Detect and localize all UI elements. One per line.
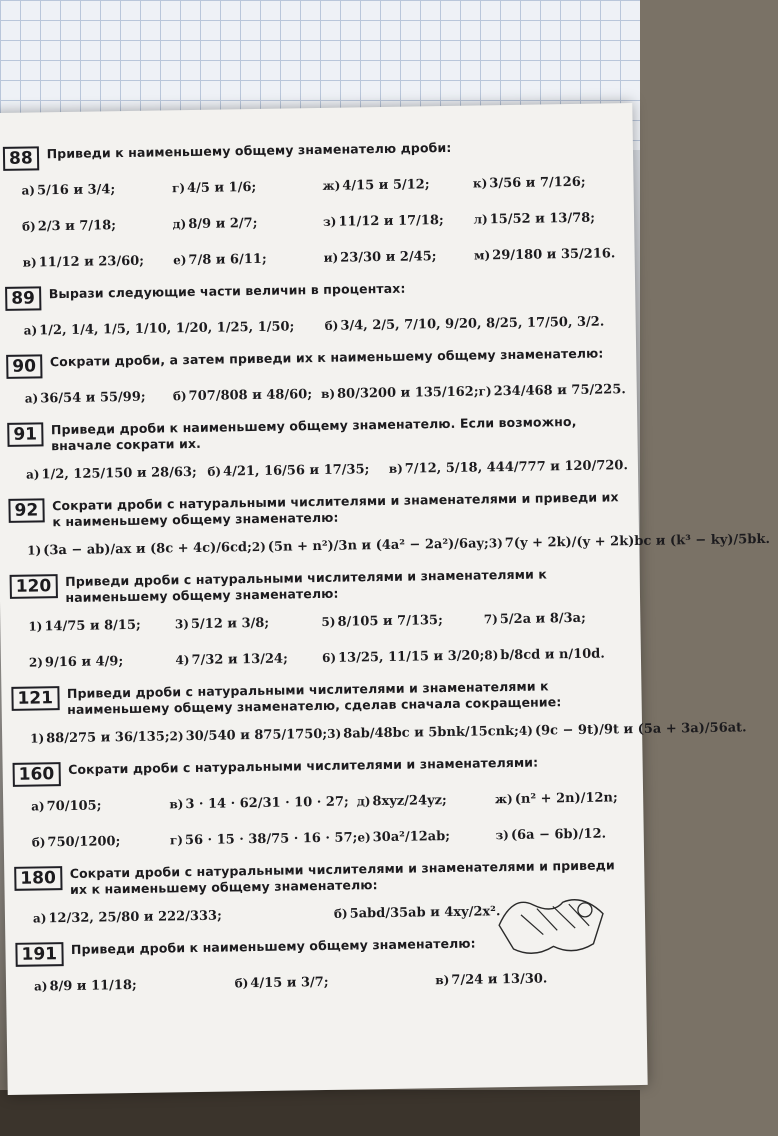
item-label: м)	[474, 248, 491, 263]
problem-item	[32, 825, 171, 857]
problem-title: Приведи дроби к наименьшему общему знаменателю. Если возможно, вначале сократи их.	[50, 413, 577, 454]
item-label: а)	[33, 979, 48, 994]
problem-item	[474, 238, 625, 270]
problem-92	[8, 489, 771, 566]
problem-item	[26, 457, 208, 490]
item-label: 2)	[251, 539, 266, 555]
problem-header	[3, 137, 623, 171]
item-expression: (3a − ab)/ax и (8c + 4c)/6cd;	[43, 540, 252, 559]
problem-items	[25, 374, 627, 413]
item-expression: 5/2a и 8/3a;	[499, 610, 586, 628]
item-label: б)	[207, 464, 222, 479]
item-expression: 9/16 и 4/9;	[44, 654, 124, 671]
problem-item	[389, 450, 629, 484]
problem-header	[13, 753, 633, 787]
problem-header	[6, 345, 626, 379]
problem-item	[322, 640, 485, 673]
item-label: и)	[323, 250, 339, 265]
item-label: а)	[31, 799, 45, 814]
problem-item	[25, 381, 174, 413]
problem-header	[7, 413, 627, 455]
item-label: б)	[31, 835, 46, 850]
item-label: б)	[172, 389, 187, 404]
problem-title: Сократи дроби, а затем приведи их к наименьшему общему знаменателю:	[49, 345, 604, 370]
problem-item	[495, 818, 634, 850]
item-expression: 707/808 и 48/60;	[188, 387, 313, 405]
item-expression: 15/52 и 13/78;	[489, 210, 596, 228]
item-expression: 4/5 и 1/6;	[186, 179, 257, 197]
item-expression: 1/2, 1/4, 1/5, 1/10, 1/20, 1/25, 1/50;	[39, 319, 295, 339]
problem-item	[169, 786, 357, 819]
item-expression: 7/8 и 6/11;	[188, 251, 267, 269]
item-label: б)	[324, 318, 339, 333]
problem-90	[6, 345, 627, 414]
item-expression: (5n + n²)/3n и (4a² − 2a²)/6ay;	[267, 536, 489, 555]
problem-header	[8, 489, 628, 531]
problem-number: 180	[14, 866, 62, 891]
item-label: ж)	[494, 791, 513, 807]
item-label: л)	[473, 212, 488, 227]
problem-item	[473, 202, 624, 234]
problem-number: 120	[10, 574, 58, 599]
item-expression: 8/105 и 7/135;	[337, 613, 443, 630]
item-label: а)	[25, 467, 40, 482]
problem-item	[321, 376, 479, 408]
problem-item	[327, 716, 519, 749]
problem-item	[323, 241, 474, 273]
problem-item	[170, 822, 358, 855]
problem-items	[28, 602, 631, 677]
item-label: г)	[478, 384, 492, 399]
problem-items	[30, 714, 747, 753]
problem-item	[357, 784, 496, 816]
problem-item	[173, 243, 324, 275]
problem-header	[10, 565, 630, 607]
problem-header	[11, 677, 631, 719]
item-expression: 23/30 и 2/45;	[340, 249, 437, 266]
item-expression: 30a²/12ab;	[372, 828, 451, 846]
problem-items	[27, 526, 771, 565]
item-label: 4)	[518, 723, 534, 738]
problem-title: Сократи дроби с натуральными числителями и знаменателями:	[68, 754, 539, 777]
item-label: 2)	[169, 729, 184, 744]
sketch-illustration	[493, 883, 612, 965]
item-label: а)	[23, 323, 38, 338]
item-expression: 80/3200 и 135/162;	[336, 384, 479, 402]
problem-121	[11, 677, 747, 754]
item-expression: (9c − 9t)/9t и (5a + 3a)/56at.	[534, 720, 747, 739]
problem-title: Сократи дроби с натуральными числителями и знаменателями и приведи их к наименьшему общему знаменателю:	[69, 857, 615, 897]
problem-number: 92	[8, 498, 44, 523]
item-expression: 36/54 и 55/99;	[40, 389, 146, 407]
item-label: 3)	[488, 536, 503, 551]
item-expression: 234/468 и 75/225.	[493, 382, 626, 400]
problem-item	[207, 454, 389, 487]
item-expression: 4/21, 16/56 и 17/35;	[222, 462, 370, 480]
item-expression: 3/4, 2/5, 7/10, 9/20, 8/25, 17/50, 3/2.	[340, 314, 605, 334]
problem-item	[322, 169, 473, 201]
problem-91	[7, 413, 628, 490]
problem-items	[21, 166, 625, 277]
item-expression: 7(y + 2k)/(y + 2k)bc и (k³ − ky)/5bk.	[504, 531, 771, 552]
item-label: 1)	[27, 543, 42, 558]
item-label: 8)	[484, 648, 499, 663]
item-expression: 8/9 и 11/18;	[49, 977, 137, 995]
problem-header	[5, 277, 625, 311]
problem-number: 89	[5, 286, 41, 311]
problem-number: 121	[11, 686, 59, 711]
problem-number: 191	[15, 942, 63, 967]
problem-item	[34, 968, 235, 1001]
item-expression: 14/75 и 8/15;	[44, 617, 141, 635]
problem-number: 160	[13, 762, 61, 787]
item-expression: 1/2, 125/150 и 28/63;	[41, 464, 197, 483]
item-label: е)	[357, 830, 371, 845]
problem-title: Сократи дроби с натуральными числителями и знаменателями и приведи их к наименьшему общему знаменателю:	[52, 489, 619, 530]
item-label: а)	[21, 183, 36, 198]
table-surface	[0, 1090, 640, 1136]
item-label: в)	[169, 797, 184, 812]
problem-160	[13, 753, 634, 858]
problem-item	[31, 789, 170, 821]
item-expression: 4/15 и 3/7;	[250, 974, 329, 992]
item-expression: 29/180 и 35/216.	[492, 246, 616, 264]
item-label: в)	[435, 973, 450, 988]
item-label: 5)	[321, 614, 336, 629]
problem-item	[484, 638, 631, 670]
problem-item	[24, 311, 325, 346]
problem-item	[175, 643, 322, 675]
item-expression: 11/12 и 17/18;	[338, 213, 444, 230]
item-label: б)	[234, 976, 249, 991]
item-label: е)	[173, 253, 187, 268]
problem-items	[26, 450, 628, 489]
problem-item	[169, 719, 327, 751]
problem-item	[321, 604, 484, 637]
item-label: в)	[388, 461, 403, 476]
item-expression: 5/16 и 3/4;	[36, 182, 116, 199]
item-label: 4)	[175, 653, 190, 668]
problem-title: Вырази следующие части величин в процентах:	[48, 280, 406, 302]
textbook-page	[0, 103, 771, 1095]
item-expression: 750/1200;	[47, 834, 121, 851]
item-expression: 88/275 и 36/135;	[46, 729, 170, 747]
problem-item	[33, 899, 334, 934]
problem-item	[323, 205, 474, 237]
problem-item	[172, 207, 323, 239]
problem-89	[5, 277, 626, 346]
problem-item	[489, 524, 771, 558]
item-label: 2)	[28, 655, 44, 670]
problem-item	[478, 374, 627, 406]
item-label: ж)	[322, 178, 341, 193]
item-expression: 8xyz/24yz;	[372, 793, 447, 810]
item-label: 1)	[30, 731, 45, 746]
problem-item	[172, 171, 323, 203]
item-expression: 13/25, 11/15 и 3/20;	[337, 648, 485, 666]
problem-item	[29, 645, 176, 677]
item-label: б)	[333, 906, 348, 921]
problem-item	[21, 173, 172, 205]
item-expression: 7/24 и 13/30.	[451, 971, 548, 988]
item-label: г)	[169, 833, 184, 848]
problem-item	[234, 965, 435, 998]
problem-item	[495, 782, 634, 814]
problem-item	[22, 209, 173, 241]
item-label: 3)	[327, 726, 342, 741]
problem-title: Приведи к наименьшему общему знаменателю дроби:	[46, 139, 452, 162]
item-label: 1)	[28, 619, 43, 634]
problem-item	[357, 820, 496, 852]
item-label: в)	[22, 255, 37, 270]
problem-item	[175, 607, 322, 639]
problem-item	[435, 962, 636, 995]
item-label: а)	[32, 911, 47, 926]
problem-title: Приведи дроби с натуральными числителями и знаменателями к наименьшему общему знаменателю:	[65, 566, 548, 605]
problem-title: Приведи дроби к наименьшему общему знаменателю:	[70, 935, 476, 957]
item-expression: 2/3 и 7/18;	[37, 218, 117, 235]
problem-88	[3, 137, 625, 278]
problem-number: 91	[7, 422, 43, 447]
item-expression: 12/32, 25/80 и 222/333;	[48, 908, 222, 927]
item-expression: 5abd/35ab и 4xy/2x².	[349, 904, 501, 922]
exercise-list	[3, 137, 771, 1011]
item-expression: 70/105;	[46, 798, 102, 815]
problem-item	[27, 532, 252, 566]
item-label: з)	[495, 828, 509, 843]
problem-items	[34, 962, 636, 1001]
item-label: з)	[322, 214, 337, 229]
problem-item	[324, 306, 625, 341]
item-expression: 8ab/48bc и 5bnk/15cnk;	[343, 723, 520, 742]
item-label: 6)	[321, 650, 337, 665]
item-expression: 30/540 и 875/1750;	[185, 726, 328, 745]
problem-item	[22, 245, 173, 277]
item-label: б)	[22, 219, 36, 234]
item-expression: 7/12, 5/18, 444/777 и 120/720.	[404, 458, 629, 477]
item-label: а)	[24, 391, 39, 406]
item-label: г)	[171, 181, 186, 196]
problem-items	[24, 306, 626, 345]
problem-number: 88	[3, 146, 39, 171]
problem-number: 90	[6, 354, 42, 379]
problem-item	[519, 712, 747, 746]
item-label: к)	[472, 176, 488, 191]
item-label: д)	[172, 217, 187, 232]
problem-item	[473, 166, 624, 198]
item-label: в)	[320, 386, 336, 401]
problem-item	[28, 609, 175, 641]
item-expression: (n² + 2n)/12n;	[514, 790, 618, 807]
item-expression: 56 · 15 · 38/75 · 16 · 57;	[184, 830, 358, 849]
item-expression: (6a − 6b)/12.	[510, 826, 607, 844]
problem-title: Приведи дроби с натуральными числителями и знаменателями к наименьшему общему знаменателю, сделав сначала сокращение:	[66, 678, 562, 717]
item-label: 7)	[483, 612, 498, 627]
item-label: д)	[356, 794, 371, 809]
item-label: 3)	[174, 617, 190, 632]
item-expression: 3 · 14 · 62/31 · 10 · 27;	[185, 794, 349, 813]
problem-item	[173, 379, 322, 411]
problem-item	[30, 721, 170, 753]
item-expression: 7/32 и 13/24;	[191, 651, 288, 669]
item-expression: 11/12 и 23/60;	[38, 253, 145, 271]
problem-item	[484, 602, 631, 634]
problem-item	[252, 528, 489, 562]
item-expression: 3/56 и 7/126;	[489, 174, 586, 192]
item-expression: 4/15 и 5/12;	[342, 177, 430, 194]
problem-items	[31, 782, 634, 857]
problem-120	[10, 565, 632, 678]
item-expression: b/8cd и n/10d.	[500, 646, 605, 664]
item-expression: 5/12 и 3/8;	[190, 615, 270, 633]
item-expression: 8/9 и 2/7;	[188, 215, 258, 233]
